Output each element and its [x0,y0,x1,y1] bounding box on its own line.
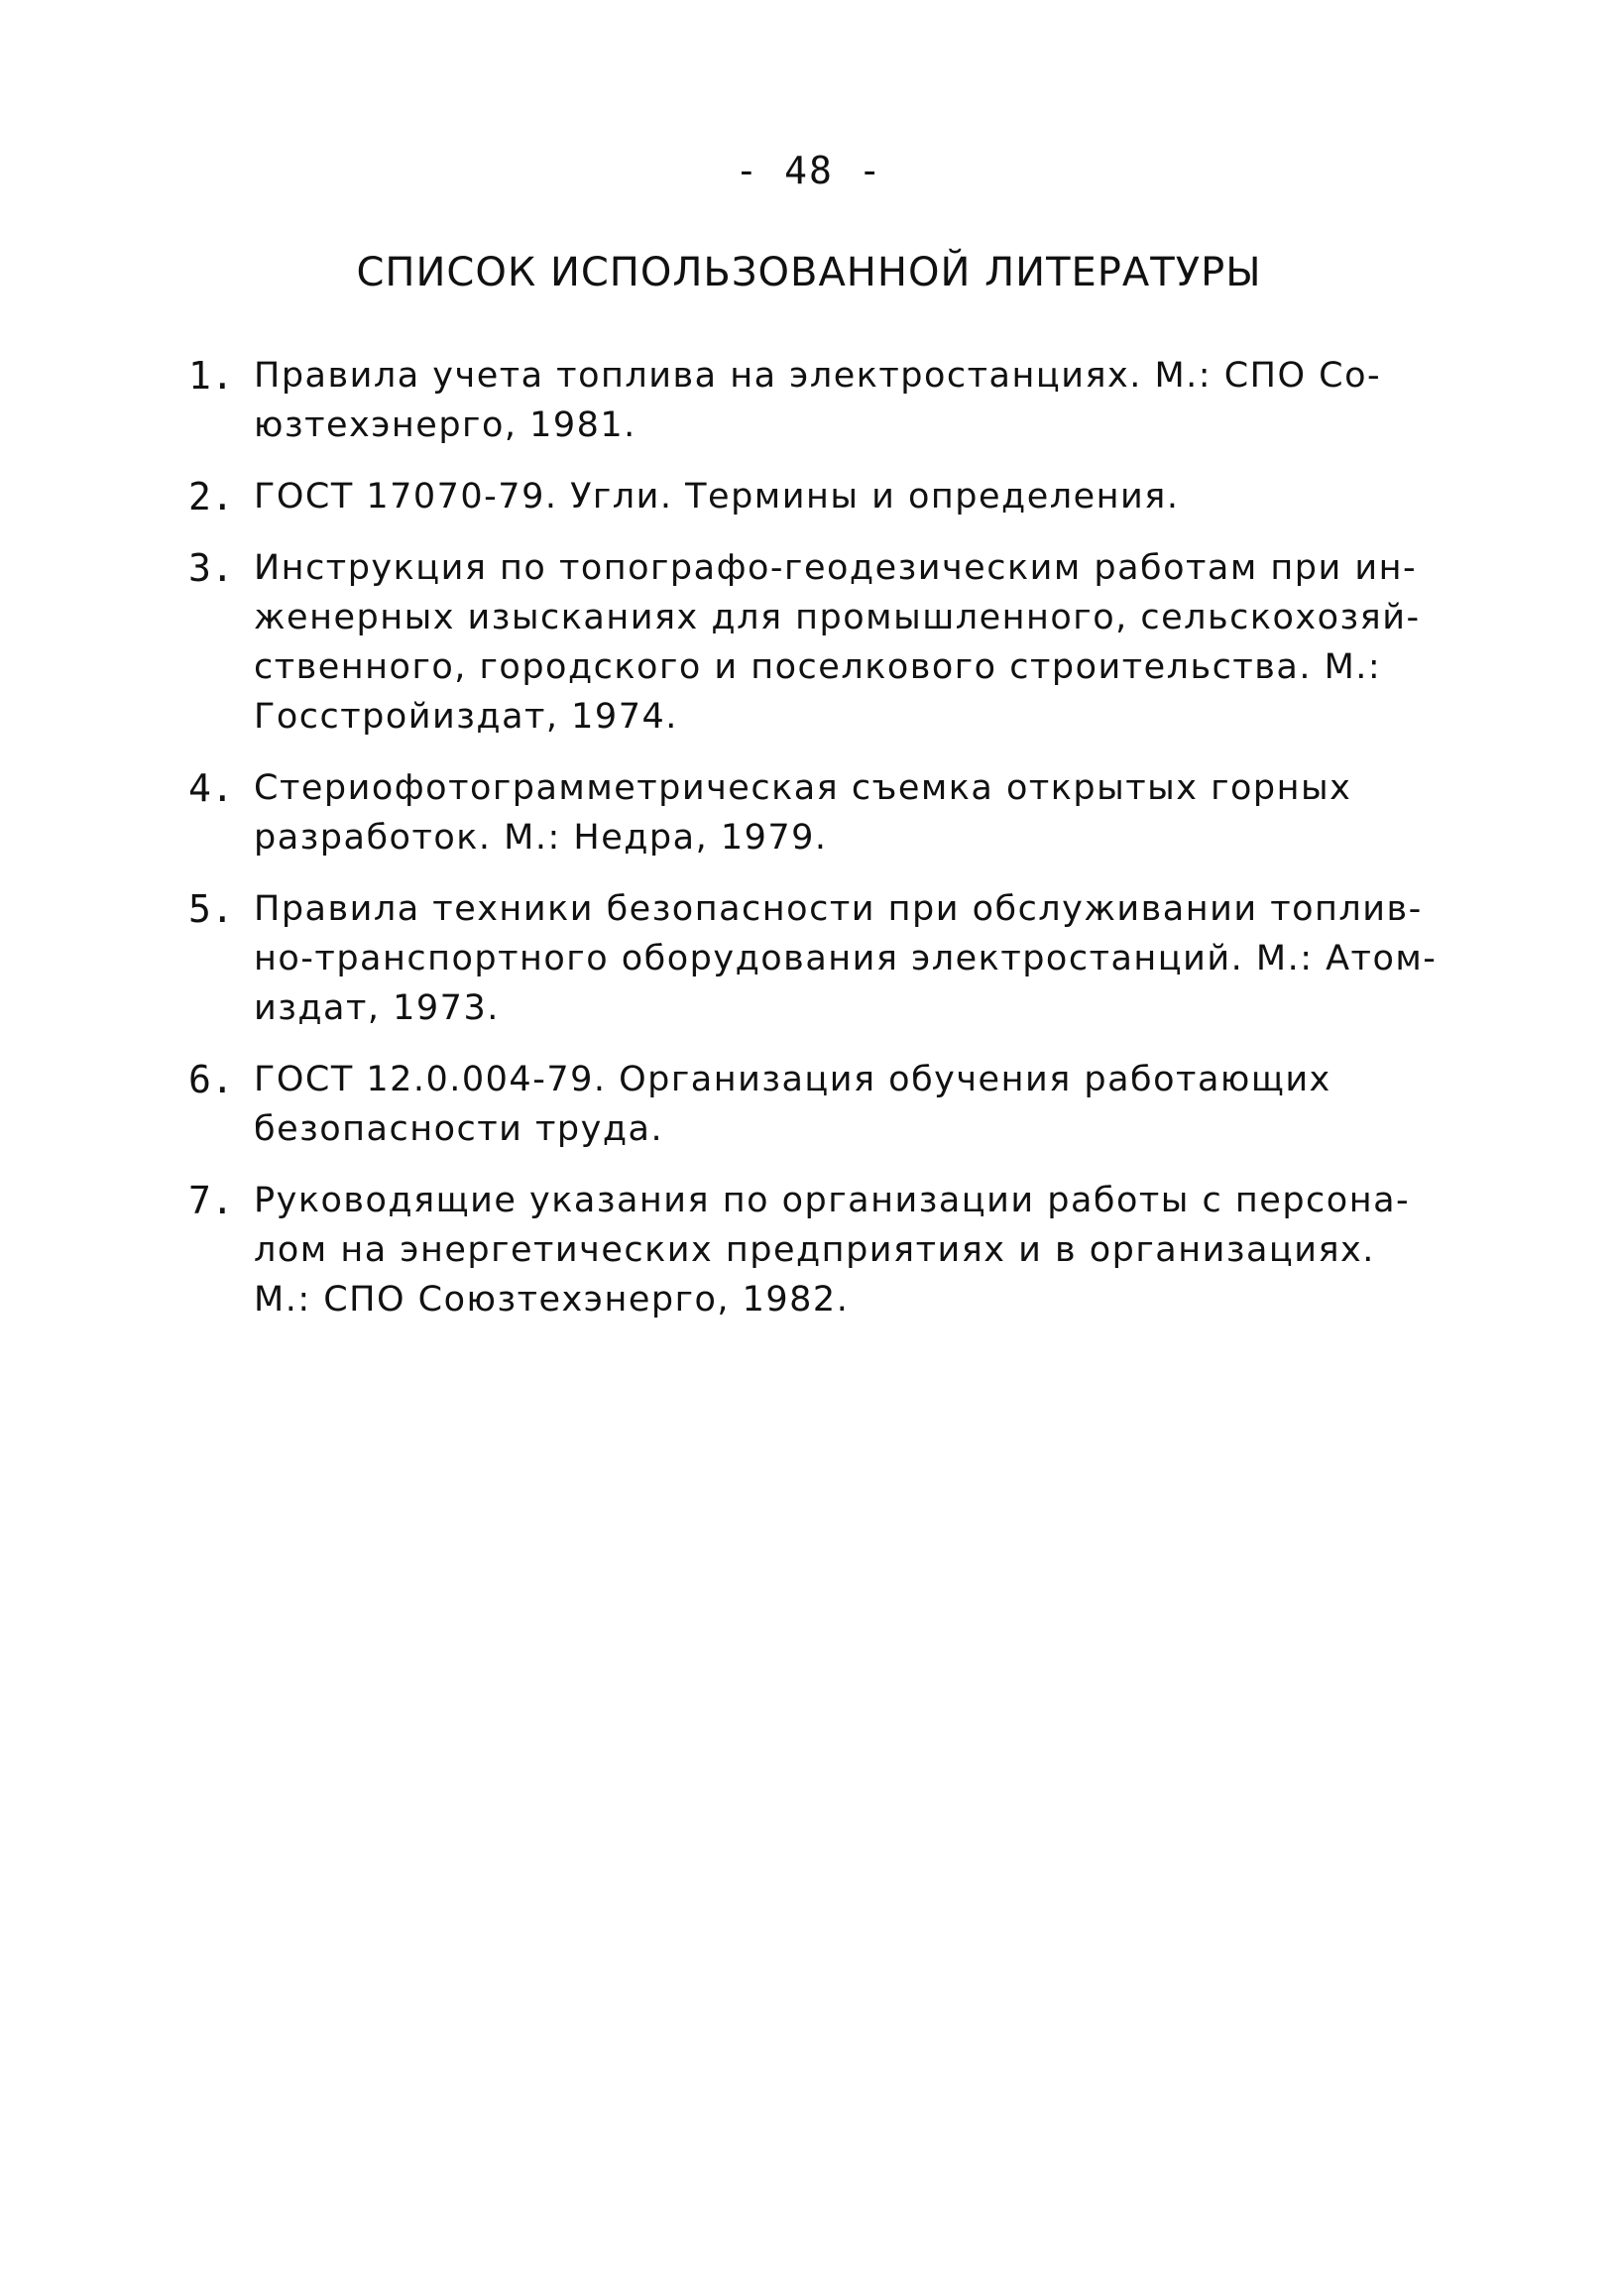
reference-item [188,763,1477,862]
reference-number: 6. [188,1058,234,1101]
reference-text: ГОСТ 12.0.004-79. Организация обучения работающих безопасности труда. [254,1060,1331,1149]
reference-item [188,351,1477,450]
reference-text: Стериофотограмметрическая съемка открытых горных разработок. М.: Недра, 1979. [254,768,1352,858]
reference-item [188,1176,1477,1324]
reference-number: 4. [188,766,234,810]
reference-number: 5. [188,887,234,931]
reference-item [188,543,1477,742]
page-number: - 48 - [735,149,883,192]
reference-text: Руководящие указания по организации работы с персона- лом на энергетических предприятиях и в организациях. М.: СПО Союзтехэнерго, 1982. [254,1181,1411,1320]
page-title: СПИСОК ИСПОЛЬЗОВАННОЙ ЛИТЕРАТУРЫ [356,250,1262,295]
reference-number: 1. [188,354,234,398]
reference-text: ГОСТ 17070-79. Угли. Термины и определения. [254,477,1180,517]
reference-item [188,472,1477,521]
reference-list [188,351,1477,1346]
reference-number: 3. [188,546,234,590]
reference-text: Инструкция по топографо-геодезическим работам при ин- женерных изысканиях для промышленного, сельскохозяй- ственного, городского и поселкового строительства. М.: Госстройиздат, 1974. [254,548,1421,737]
reference-number: 7. [188,1179,234,1222]
reference-number: 2. [188,475,234,518]
reference-text: Правила учета топлива на электростанциях. М.: СПО Со- юзтехэнерго, 1981. [254,356,1382,445]
reference-item [188,884,1477,1033]
reference-text: Правила техники безопасности при обслуживании топлив- но-транспортного оборудования электростанций. М.: Атом- издат, 1973. [254,889,1438,1028]
reference-item [188,1055,1477,1154]
